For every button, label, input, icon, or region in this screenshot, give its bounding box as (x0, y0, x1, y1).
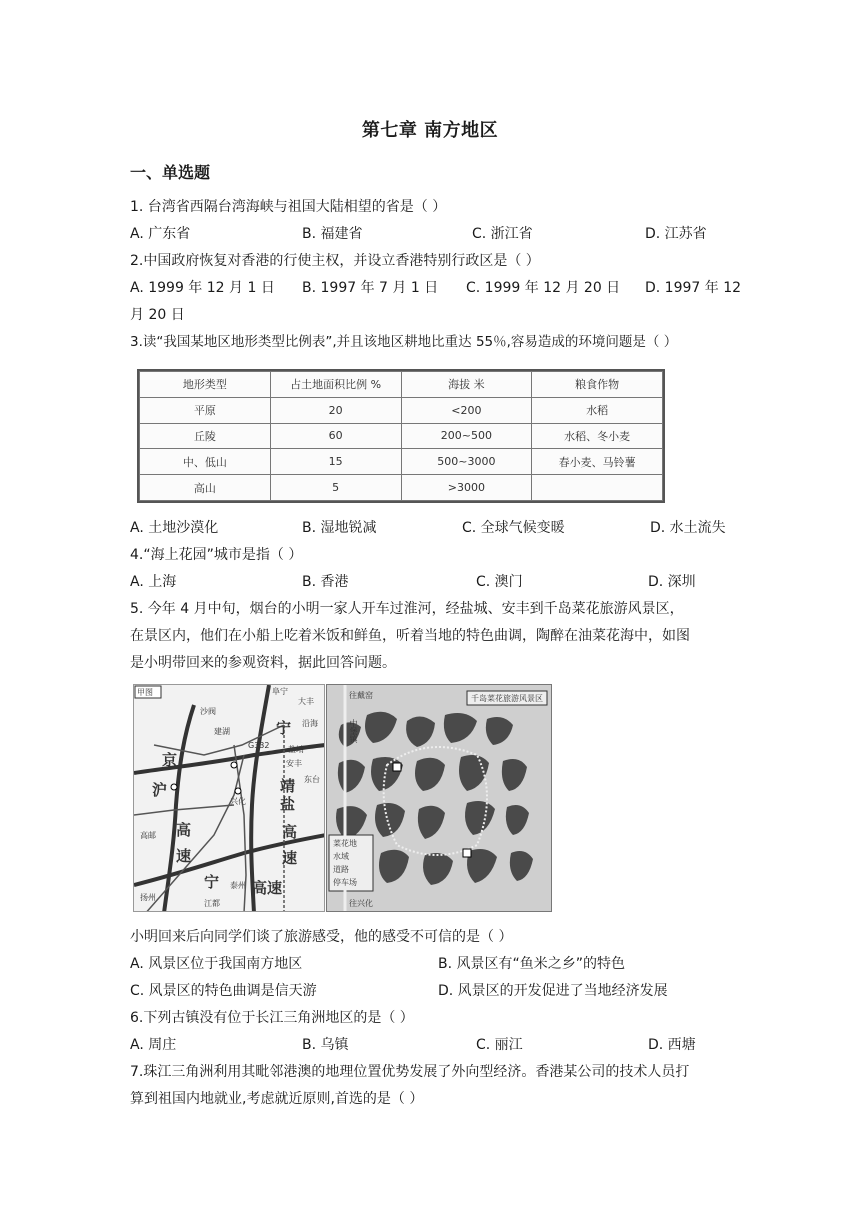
q3-option-a: A. 土地沙漠化 (130, 520, 219, 536)
parking-marker (463, 849, 471, 857)
map-label: 速 (176, 847, 192, 865)
question-7-line-1: 7.珠江三角洲利用其毗邻港澳的地理位置优势发展了外向型经济。香港某公司的技术人员打 (130, 1064, 690, 1080)
map-label: 泰州 (230, 881, 246, 890)
map-label: 速 (282, 849, 298, 867)
road-expressway-north-south (251, 685, 269, 912)
legend-item: 道路 (333, 865, 349, 874)
table-cell: 水稻、冬小麦 (532, 423, 663, 449)
map-label: G332 (248, 741, 270, 750)
table-header-cell: 粮食作物 (532, 372, 663, 398)
map-label: 东台 (304, 775, 320, 784)
question-7-line-2: 算到祖国内地就业,考虑就近原则,首选的是（ ） (130, 1091, 424, 1107)
map-label: 往兴化 (349, 899, 373, 908)
map-label: 高邮 (140, 831, 156, 840)
table-row (140, 423, 663, 449)
q2-option-c: C. 1999 年 12 月 20 日 (466, 280, 621, 296)
q3-option-b: B. 湿地锐减 (302, 520, 377, 536)
q2-option-a: A. 1999 年 12 月 1 日 (130, 280, 275, 296)
q2-option-b: B. 1997 年 7 月 1 日 (302, 280, 439, 296)
table-header-cell: 海拔 米 (401, 372, 532, 398)
q1-option-b: B. 福建省 (302, 226, 363, 242)
table-cell: 200~500 (401, 423, 532, 449)
table-cell: 中、低山 (140, 449, 271, 475)
question-1-text: 1. 台湾省西隔台湾海峡与祖国大陆相望的省是（ ） (130, 199, 447, 215)
q4-option-b: B. 香港 (302, 574, 349, 590)
map-jia-route (133, 684, 325, 912)
q4-option-a: A. 上海 (130, 574, 177, 590)
table-cell: 春小麦、马铃薯 (532, 449, 663, 475)
legend-item: 水域 (333, 852, 349, 861)
question-5-prompt: 小明回来后向同学们谈了旅游感受，他的感受不可信的是（ ） (130, 929, 513, 945)
map-label: 中堡镇 (349, 719, 358, 743)
question-6-text: 6.下列古镇没有位于长江三角洲地区的是（ ） (130, 1010, 414, 1026)
table-cell: 15 (270, 449, 401, 475)
legend-item: 菜花地 (333, 839, 357, 848)
table-cell: >3000 (401, 475, 532, 501)
question-5-line-2: 在景区内，他们在小船上吃着米饭和鲜鱼，听着当地的特色曲调，陶醉在油菜花海中，如图 (130, 628, 690, 644)
table-header-cell: 地形类型 (140, 372, 271, 398)
map-label: 宁 (276, 719, 292, 737)
table-cell: 60 (270, 423, 401, 449)
table-header-row (140, 372, 663, 398)
question-5-line-3: 是小明带回来的参观资料，据此回答问题。 (130, 655, 396, 671)
q4-option-c: C. 澳门 (476, 574, 523, 590)
table-cell: 高山 (140, 475, 271, 501)
table-cell: 20 (270, 397, 401, 423)
q6-option-d: D. 西塘 (648, 1037, 696, 1053)
map-scenic-title: 千岛菜花旅游风景区 (471, 694, 543, 703)
question-2-text: 2.中国政府恢复对香港的行使主权，并设立香港特别行政区是（ ） (130, 253, 540, 269)
map-label: 高 (176, 821, 192, 839)
map-label: 沪 (152, 781, 168, 799)
map-label: 安丰 (286, 759, 302, 768)
q1-option-a: A. 广东省 (130, 226, 191, 242)
map-label: 阜宁 (272, 687, 288, 696)
map-label: 盐靖 (288, 745, 304, 754)
table-cell (532, 475, 663, 501)
map-scenic-area (326, 684, 552, 912)
table-cell: 丘陵 (140, 423, 271, 449)
map-label: 高 (282, 823, 298, 841)
city-marker (235, 788, 241, 794)
table-cell: <200 (401, 397, 532, 423)
q1-option-c: C. 浙江省 (472, 226, 533, 242)
map-label: 宁 (204, 873, 220, 891)
table-cell: 500~3000 (401, 449, 532, 475)
table-cell: 水稻 (532, 397, 663, 423)
map-jia-header: 甲图 (137, 688, 153, 697)
q6-option-b: B. 乌镇 (302, 1037, 349, 1053)
map-scenic-fields (327, 685, 552, 912)
chapter-title: 第七章 南方地区 (361, 120, 499, 141)
map-label: 建湖 (214, 727, 230, 736)
q4-option-d: D. 深圳 (648, 574, 696, 590)
map-label: 京 (162, 751, 178, 769)
table-cell: 平原 (140, 397, 271, 423)
q1-option-d: D. 江苏省 (645, 226, 707, 242)
section-heading: 一、单选题 (130, 163, 211, 182)
table-row (140, 475, 663, 501)
map-label: 沿海 (302, 719, 318, 728)
map-label: 靖 (280, 777, 296, 795)
map-label: 盐 (280, 795, 296, 813)
question-5-line-1: 5. 今年 4 月中旬，烟台的小明一家人开车过淮河，经盐城、安丰到千岛菜花旅游风景区， (130, 601, 684, 617)
terrain-ratio-table (137, 369, 665, 503)
q5-option-d: D. 风景区的开发促进了当地经济发展 (438, 983, 668, 999)
q2-option-d: D. 1997 年 12 (645, 280, 742, 296)
map-label: 沙阀 (200, 707, 216, 716)
city-marker (171, 784, 177, 790)
q6-option-a: A. 周庄 (130, 1037, 177, 1053)
table-row (140, 449, 663, 475)
q5-option-b: B. 风景区有“鱼米之乡”的特色 (438, 956, 626, 972)
road-local-1 (144, 751, 244, 912)
map-label: 江都 (204, 899, 220, 908)
q6-option-c: C. 丽江 (476, 1037, 523, 1053)
q3-option-d: D. 水土流失 (650, 520, 726, 536)
road-local-4 (134, 805, 234, 815)
table-header-cell: 占土地面积比例 % (270, 372, 401, 398)
question-4-text: 4.“海上花园”城市是指（ ） (130, 547, 303, 563)
q3-option-c: C. 全球气候变暖 (462, 520, 565, 536)
parking-marker (393, 763, 401, 771)
table-row (140, 397, 663, 423)
table-cell: 5 (270, 475, 401, 501)
q2-option-d-continued: 月 20 日 (130, 307, 185, 323)
q5-option-a: A. 风景区位于我国南方地区 (130, 956, 303, 972)
question-3-text: 3.读“我国某地区地形类型比例表”,并且该地区耕地比重达 55％,容易造成的环境问题是（ ） (130, 334, 678, 350)
map-label: 扬州 (140, 893, 156, 902)
map-label: 往戴窑 (349, 691, 373, 700)
map-label: 大丰 (298, 697, 314, 706)
city-marker (231, 762, 237, 768)
map-label: 高速 (252, 879, 283, 897)
legend-item: 停车场 (333, 878, 357, 887)
map-label: 兴化 (230, 797, 246, 806)
q5-option-c: C. 风景区的特色曲调是信天游 (130, 983, 317, 999)
